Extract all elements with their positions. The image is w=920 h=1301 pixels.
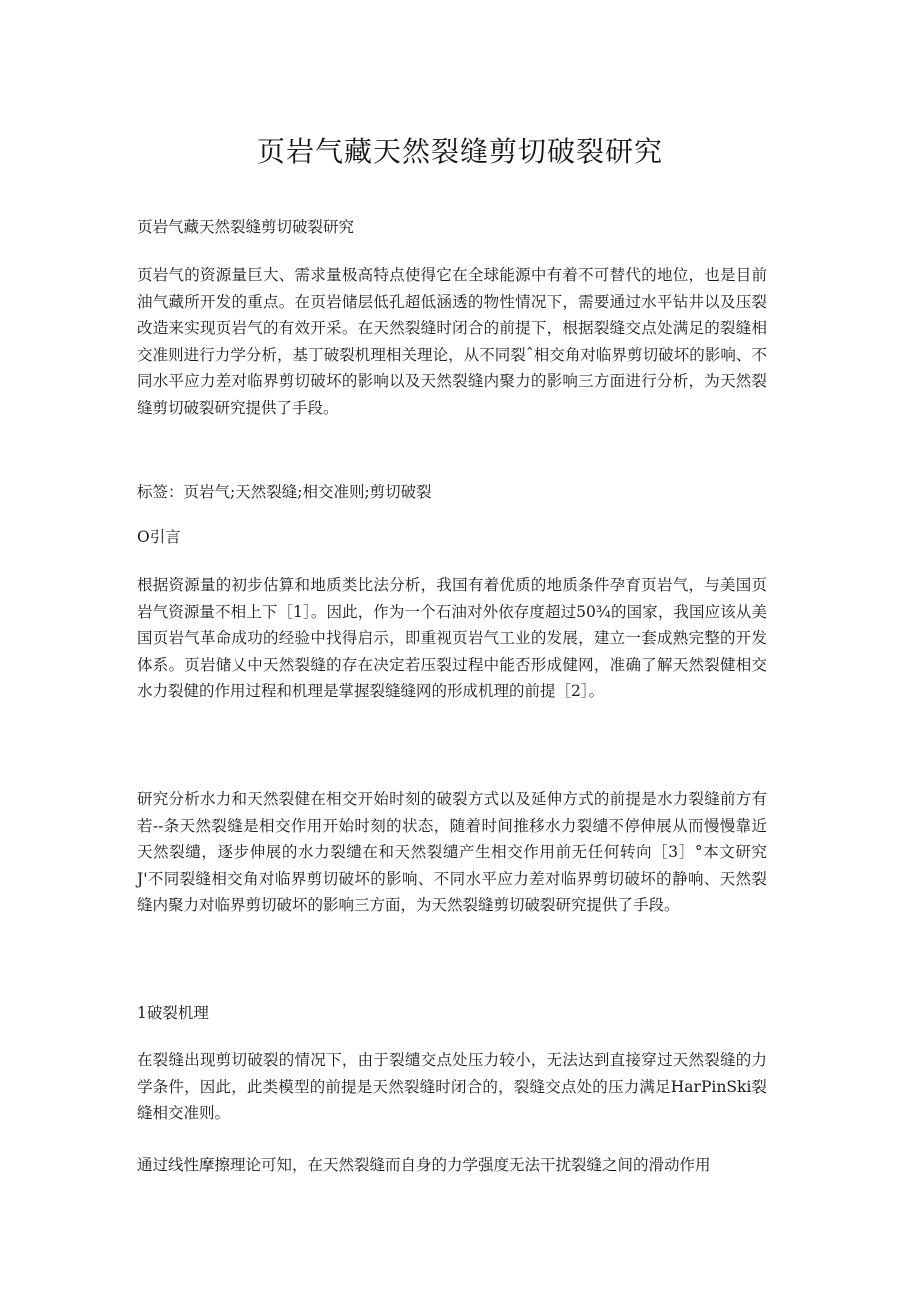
document-subtitle: 页岩气藏天然裂缝剪切破裂研究 [137, 218, 355, 236]
section-heading-mechanism: 1破裂机理 [137, 1004, 209, 1022]
abstract-paragraph: 页岩气的资源量巨大、需求量极高特点使得它在全球能源中有着不可替代的地位，也是目前油气藏所开发的重点。在页岩储层低孔超低涵透的物性情况下，需要通过水平钻井以及压裂改造来实现页岩气的有效开采。在天然裂缝时闭合的前提下，根据裂缝交点处满足的裂缝相交准则进行力学分析，基丁破裂机理相关理论，从不同裂ˆ相交角对临界剪切破坏的影响、不同水平应力差对临界剪切破坏的影响以及天然裂缝内聚力的影响三方面进行分析，为天然裂缝剪切破裂研究提供了手段。 [137, 266, 767, 417]
introduction-paragraph-1: 根据资源量的初步估算和地质类比法分析，我国有着优质的地质条件孕育页岩气，与美国页岩气资源量不相上下［1］。因此，作为一个石油对外依存度超过50¾的国家，我国应该从美国页岩气革命成功的经验中找得启示，即重视页岩气工业的发展，建立一套成熟完整的开发体系。页岩储乂中天然裂缝的存在决定若压裂过程中能否形成健网，准确了解天然裂健相交水力裂健的作用过程和机理是掌握裂缝缝网的形成机理的前提［2］。 [137, 576, 767, 700]
keywords-line: 标签：页岩气;天然裂缝;相交准则;剪切破裂 [137, 483, 432, 501]
introduction-paragraph-2: 研究分析水力和天然裂健在相交开始时刻的破裂方式以及延伸方式的前提是水力裂缝前方有若--条天然裂缝是相交作用开始时刻的状态，随着时间推移水力裂缱不停伸展从而慢慢靠近天然裂缱，逐步伸展的水力裂缱在和天然裂缱产生相交作用前无任何转向［3］°本文研究J'不同裂缝相交角对临界剪切破坏的影响、不同水平应力差对临界剪切破坏的静响、天然裂缝内聚力对临界剪切破坏的影响三方面，为天然裂缝剪切破裂研究提供了手段。 [137, 790, 767, 914]
mechanism-paragraph-2: 通过线性摩擦理论可知，在天然裂缝而自身的力学强度无法干扰裂缝之间的滑动作用 [137, 1156, 711, 1174]
section-heading-introduction: O引言 [137, 528, 181, 546]
document-title: 页岩气藏天然裂缝剪切破裂研究 [256, 135, 663, 168]
mechanism-paragraph-1: 在裂缝出现剪切破裂的情况下，由于裂缱交点处压力较小，无法达到直接穿过天然裂缝的力学条件，因此，此类模型的前提是天然裂缝时闭合的，裂缝交点处的压力满足HarPinSki裂缝相交准则。 [137, 1051, 767, 1122]
